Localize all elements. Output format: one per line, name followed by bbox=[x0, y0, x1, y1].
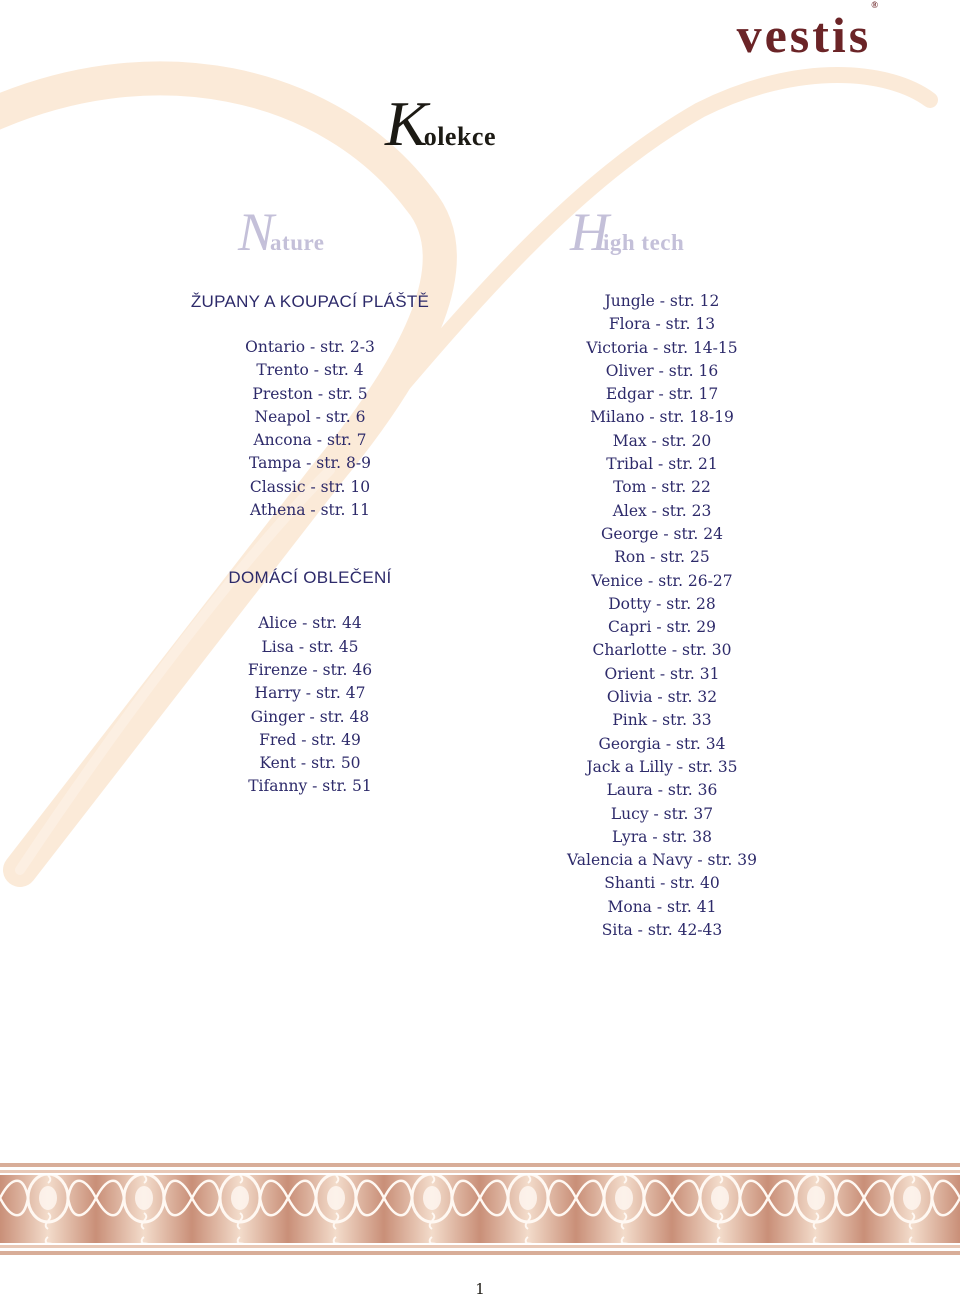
list-item: Alex - str. 23 bbox=[612, 501, 712, 520]
list-item: Dotty - str. 28 bbox=[608, 594, 716, 613]
list-item: Oliver - str. 16 bbox=[605, 361, 719, 380]
list-item: Harry - str. 47 bbox=[254, 684, 366, 703]
list-item: Milano - str. 18-19 bbox=[590, 408, 734, 427]
ornamental-border bbox=[0, 1163, 960, 1255]
list-item: Lisa - str. 45 bbox=[261, 637, 359, 656]
brand-registered-mark: ® bbox=[871, 0, 878, 11]
list-item: Preston - str. 5 bbox=[252, 384, 368, 403]
list-item: Edgar - str. 17 bbox=[605, 385, 719, 404]
list-item: Sita - str. 42-43 bbox=[601, 921, 723, 940]
page-title bbox=[385, 88, 496, 159]
list-item: Georgia - str. 34 bbox=[598, 734, 726, 753]
list-item: Fred - str. 49 bbox=[259, 730, 361, 749]
nature-heading-rest: ature bbox=[270, 230, 325, 255]
page-title-initial: K bbox=[385, 88, 428, 159]
list-item: Jack a Lilly - str. 35 bbox=[586, 757, 738, 776]
brand-logo bbox=[736, 0, 878, 64]
list-item: Tribal - str. 21 bbox=[606, 455, 718, 474]
list-item: Shanti - str. 40 bbox=[604, 874, 720, 893]
list-item: Laura - str. 36 bbox=[606, 781, 718, 800]
list-item: Venice - str. 26-27 bbox=[591, 571, 733, 590]
list-item: Ron - str. 25 bbox=[614, 548, 710, 567]
list-item: Olivia - str. 32 bbox=[606, 688, 718, 707]
list-item: Jungle - str. 12 bbox=[604, 292, 720, 310]
brand-name: vestis bbox=[736, 7, 872, 63]
list-item: Ancona - str. 7 bbox=[253, 431, 367, 450]
list-item: Tom - str. 22 bbox=[613, 478, 711, 497]
list-item: Tifanny - str. 51 bbox=[248, 777, 372, 796]
section-title-bathrobes: ŽUPANY A KOUPACÍ PLÁŠTĚ bbox=[190, 292, 430, 311]
section-title-homewear: DOMÁCÍ OBLEČENÍ bbox=[228, 568, 392, 588]
list-item: Lucy - str. 37 bbox=[610, 804, 714, 823]
high-tech-heading-initial: H bbox=[570, 202, 609, 262]
high-tech-column bbox=[512, 290, 812, 942]
list-item: Firenze - str. 46 bbox=[247, 660, 373, 679]
page-number: 1 bbox=[475, 1280, 485, 1298]
list-item: Trento - str. 4 bbox=[256, 361, 364, 380]
list-item: George - str. 24 bbox=[601, 524, 723, 543]
list-item: Ontario - str. 2-3 bbox=[245, 338, 375, 356]
high-tech-heading-rest: igh tech bbox=[603, 230, 685, 255]
list-item: Ginger - str. 48 bbox=[250, 707, 370, 726]
list-item: Tampa - str. 8-9 bbox=[248, 454, 372, 473]
nature-heading bbox=[238, 202, 325, 262]
list-item: Kent - str. 50 bbox=[259, 754, 361, 773]
list-item: Classic - str. 10 bbox=[249, 477, 371, 496]
list-item: Mona - str. 41 bbox=[607, 897, 717, 916]
list-item: Victoria - str. 14-15 bbox=[586, 338, 738, 357]
list-item: Charlotte - str. 30 bbox=[592, 641, 732, 660]
page-title-rest: olekce bbox=[423, 122, 496, 151]
list-item: Max - str. 20 bbox=[612, 431, 712, 450]
nature-column bbox=[150, 290, 470, 799]
list-item: Flora - str. 13 bbox=[608, 315, 716, 334]
list-item: Orient - str. 31 bbox=[604, 664, 720, 683]
list-item: Valencia a Navy - str. 39 bbox=[567, 851, 757, 870]
list-item: Capri - str. 29 bbox=[608, 618, 716, 637]
list-item: Athena - str. 11 bbox=[249, 501, 371, 520]
high-tech-heading bbox=[570, 202, 685, 262]
nature-heading-initial: N bbox=[238, 202, 275, 262]
list-item: Alice - str. 44 bbox=[258, 614, 362, 633]
list-item: Lyra - str. 38 bbox=[612, 827, 712, 846]
list-item: Pink - str. 33 bbox=[612, 711, 712, 730]
list-item: Neapol - str. 6 bbox=[254, 407, 366, 426]
